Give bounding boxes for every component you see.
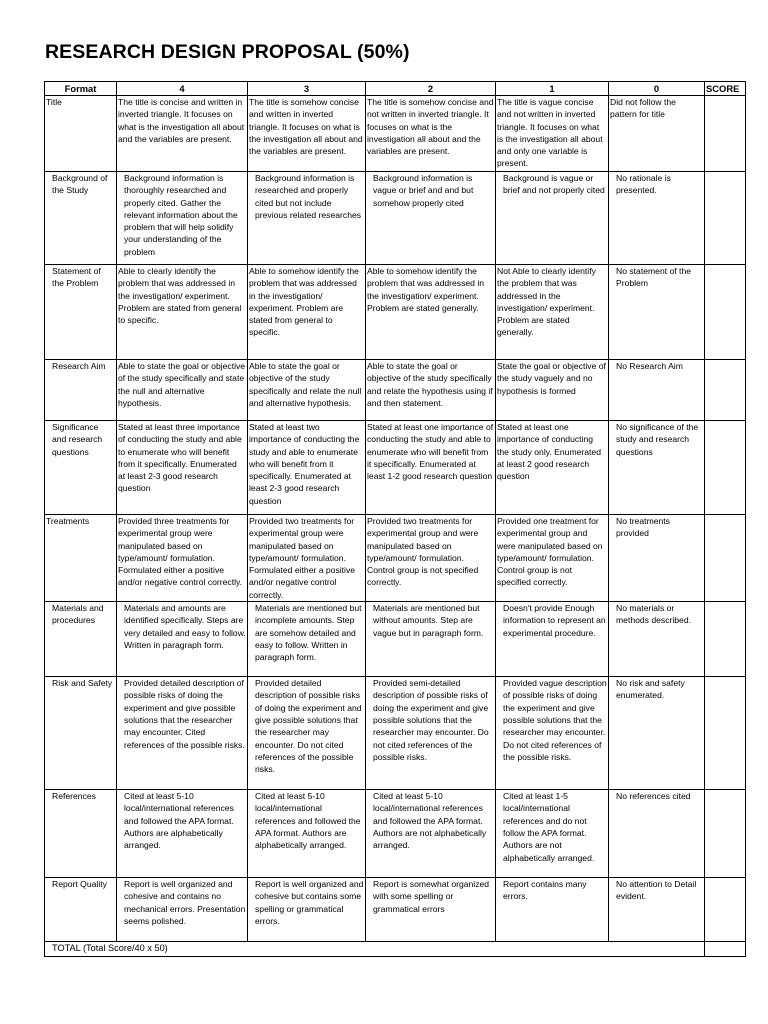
score-cell[interactable]	[705, 360, 746, 421]
total-label: TOTAL (Total Score/40 x 50)	[45, 942, 705, 957]
rubric-table	[44, 81, 746, 957]
score-cell[interactable]	[705, 790, 746, 878]
level-0-cell: No materials or methods described.	[609, 602, 705, 677]
level-4-cell: Able to state the goal or objective of the study specifically and state the null and alternative hypothesis.	[117, 360, 248, 421]
level-2-cell: The title is somehow concise and not written in inverted triangle. It focuses on what is the investigation all about and the variables are present.	[366, 96, 496, 172]
level-1-cell: The title is vague concise and not written in inverted triangle. It focuses on what is the investigation all about and only one variable is present.	[496, 96, 609, 172]
table-row	[45, 602, 746, 677]
header-level-4: 4	[117, 82, 248, 96]
criterion-cell: Materials and procedures	[45, 602, 117, 677]
header-level-0: 0	[609, 82, 705, 96]
level-0-cell: No risk and safety enumerated.	[609, 677, 705, 790]
criterion-cell: Background of the Study	[45, 172, 117, 265]
level-1-cell: Stated at least one importance of conducting the study only. Enumerated at least 2 good research question	[496, 421, 609, 515]
level-0-cell: No significance of the study and research questions	[609, 421, 705, 515]
document-title: RESEARCH DESIGN PROPOSAL (50%)	[45, 41, 410, 63]
level-2-cell: Cited at least 5-10 local/international references and followed the APA format. Authors are not alphabetically arranged.	[366, 790, 496, 878]
level-3-cell: Able to state the goal or objective of the study specifically and relate the null and alternative hypothesis.	[248, 360, 366, 421]
table-row	[45, 360, 746, 421]
level-3-cell: Materials are mentioned but incomplete amounts. Step are somehow detailed and easy to follow. Written in paragraph form.	[248, 602, 366, 677]
score-cell[interactable]	[705, 602, 746, 677]
level-3-cell: The title is somehow concise and written in inverted triangle. It focuses on what is the investigation all about and the variables are present.	[248, 96, 366, 172]
level-2-cell: Provided two treatments for experimental group and were manipulated based on type/amount/ formulation. Control group is not specified correctly.	[366, 515, 496, 602]
level-1-cell: State the goal or objective of the study vaguely and no hypothesis is formed	[496, 360, 609, 421]
level-2-cell: Able to state the goal or objective of the study specifically and relate the hypothesis using if and then statement.	[366, 360, 496, 421]
level-4-cell: Able to clearly identify the problem that was addressed in the investigation/ experiment. Problem are stated from general to specific.	[117, 265, 248, 360]
level-0-cell: No Research Aim	[609, 360, 705, 421]
level-2-cell: Background information is vague or brief and and but somehow properly cited	[366, 172, 496, 265]
level-3-cell: Report is well organized and cohesive but contains some spelling or grammatical errors.	[248, 878, 366, 942]
level-4-cell: Background information is thoroughly researched and properly cited. Gather the relevant information about the problem that will help solidify your understanding of the problem	[117, 172, 248, 265]
level-1-cell: Provided vague description of possible risks of doing the experiment and give possible solutions that the researcher may encounter. Do not cited references of the possible risks.	[496, 677, 609, 790]
header-row	[45, 82, 746, 96]
level-0-cell: No references cited	[609, 790, 705, 878]
criterion-cell: Title	[45, 96, 117, 172]
score-cell[interactable]	[705, 421, 746, 515]
level-4-cell: Provided detailed description of possible risks of doing the experiment and give possible solutions that the researcher may encounter. Cited references of the possible risks.	[117, 677, 248, 790]
level-1-cell: Background is vague or brief and not properly cited	[496, 172, 609, 265]
level-0-cell: Did not follow the pattern for title	[609, 96, 705, 172]
level-1-cell: Doesn't provide Enough information to represent an experimental procedure.	[496, 602, 609, 677]
level-1-cell: Provided one treatment for experimental group and were manipulated based on type/amount/ formulation. Control group is not specified correctly.	[496, 515, 609, 602]
criterion-cell: Risk and Safety	[45, 677, 117, 790]
table-row	[45, 421, 746, 515]
table-row	[45, 677, 746, 790]
level-3-cell: Able to somehow identify the problem that was addressed in the investigation/ experiment. Problem are stated from general to specific.	[248, 265, 366, 360]
table-row	[45, 790, 746, 878]
level-2-cell: Stated at least one importance of conducting the study and able to enumerate who will benefit from it specifically. Enumerated at least 1-2 good research question	[366, 421, 496, 515]
level-1-cell: Cited at least 1-5 local/international references and do not follow the APA format. Authors are not alphabetically arranged.	[496, 790, 609, 878]
criterion-cell: Research Aim	[45, 360, 117, 421]
header-score: SCORE	[705, 82, 746, 96]
header-level-1: 1	[496, 82, 609, 96]
table-row	[45, 515, 746, 602]
level-4-cell: The title is concise and written in inverted triangle. It focuses on what is the investigation all about and the variables are present.	[117, 96, 248, 172]
level-2-cell: Report is somewhat organized with some spelling or grammatical errors	[366, 878, 496, 942]
table-row	[45, 265, 746, 360]
level-2-cell: Materials are mentioned but without amounts. Step are vague but in paragraph form.	[366, 602, 496, 677]
level-3-cell: Cited at least 5-10 local/international references and followed the APA format. Authors are alphabetically arranged.	[248, 790, 366, 878]
score-cell[interactable]	[705, 96, 746, 172]
header-level-3: 3	[248, 82, 366, 96]
table-row	[45, 878, 746, 942]
level-4-cell: Stated at least three importance of conducting the study and able to enumerate who will benefit from it specifically. Enumerated at least 2-3 good research question	[117, 421, 248, 515]
level-3-cell: Provided detailed description of possible risks of doing the experiment and give possible solutions that the researcher may encounter. Do not cited references of the possible risks.	[248, 677, 366, 790]
score-cell[interactable]	[705, 677, 746, 790]
level-4-cell: Report is well organized and cohesive and contains no mechanical errors. Presentation seems polished.	[117, 878, 248, 942]
header-format: Format	[45, 82, 117, 96]
level-0-cell: No statement of the Problem	[609, 265, 705, 360]
score-cell[interactable]	[705, 878, 746, 942]
table-row	[45, 172, 746, 265]
level-4-cell: Materials and amounts are identified specifically. Steps are very detailed and easy to follow. Written in paragraph form.	[117, 602, 248, 677]
level-1-cell: Report contains many errors.	[496, 878, 609, 942]
score-cell[interactable]	[705, 265, 746, 360]
level-3-cell: Background information is researched and properly cited but not include previous related researches	[248, 172, 366, 265]
level-4-cell: Provided three treatments for experimental group were manipulated based on type/amount/ formulation. Formulated either a positive and/or negative control correctly.	[117, 515, 248, 602]
criterion-cell: Significance and research questions	[45, 421, 117, 515]
level-1-cell: Not Able to clearly identify the problem that was addressed in the investigation/ experiment. Problem are stated generally.	[496, 265, 609, 360]
level-0-cell: No attention to Detail evident.	[609, 878, 705, 942]
criterion-cell: Statement of the Problem	[45, 265, 117, 360]
level-2-cell: Provided semi-detailed description of possible risks of doing the experiment and give possible solutions that the researcher may encounter. Do not cited references of the possible risks.	[366, 677, 496, 790]
table-row	[45, 96, 746, 172]
total-score-cell[interactable]	[705, 942, 746, 957]
level-3-cell: Stated at least two importance of conducting the study and able to enumerate who will benefit from it specifically. Enumerated at least 2-3 good research question	[248, 421, 366, 515]
total-row	[45, 942, 746, 957]
level-0-cell: No treatments provided	[609, 515, 705, 602]
criterion-cell: Report Quality	[45, 878, 117, 942]
score-cell[interactable]	[705, 515, 746, 602]
level-4-cell: Cited at least 5-10 local/international references and followed the APA format. Authors are alphabetically arranged.	[117, 790, 248, 878]
level-0-cell: No rationale is presented.	[609, 172, 705, 265]
level-2-cell: Able to somehow identify the problem that was addressed in the investigation/ experiment. Problem are stated generally.	[366, 265, 496, 360]
criterion-cell: References	[45, 790, 117, 878]
criterion-cell: Treatments	[45, 515, 117, 602]
level-3-cell: Provided two treatments for experimental group were manipulated based on type/amount/ formulation. Formulated either a positive and/or negative control correctly.	[248, 515, 366, 602]
header-level-2: 2	[366, 82, 496, 96]
score-cell[interactable]	[705, 172, 746, 265]
